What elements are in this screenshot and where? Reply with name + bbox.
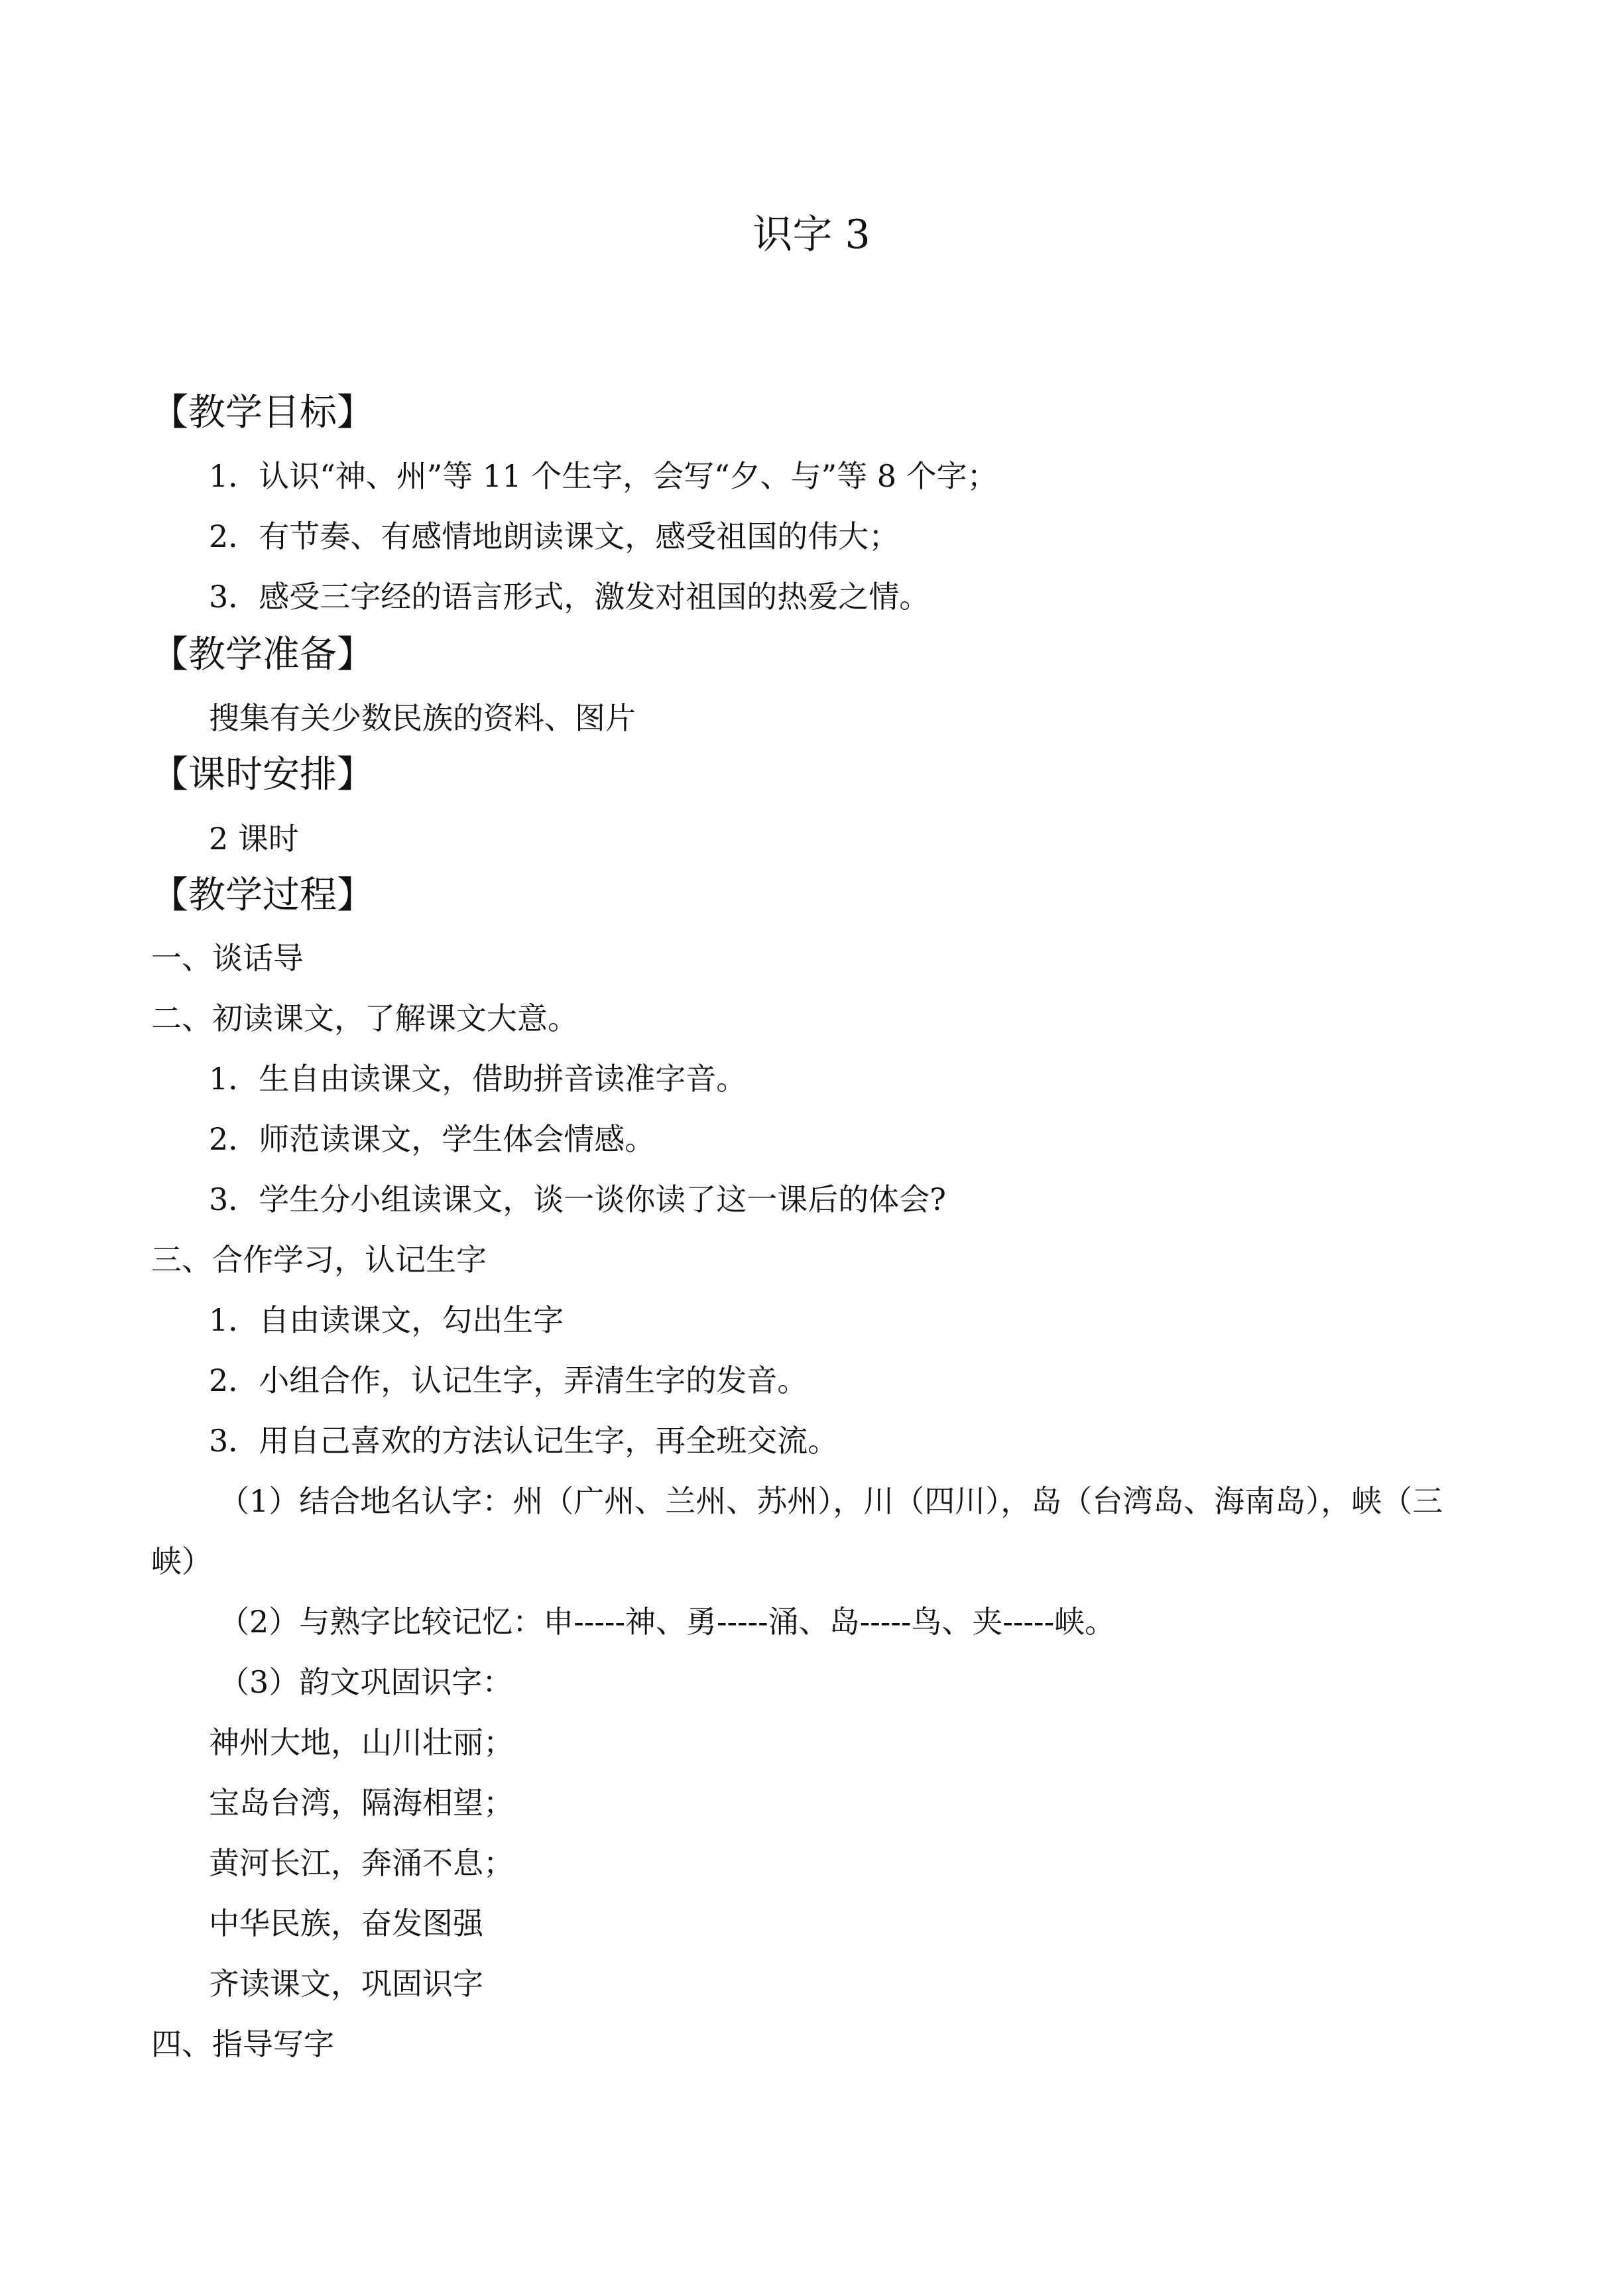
sub-item-1-line-2: 峡） (151, 1543, 212, 1579)
document-title: 识字 3 (752, 211, 871, 258)
section-heading-goals: 【教学目标】 (151, 391, 374, 434)
section-heading-preparation: 【教学准备】 (151, 633, 374, 676)
sub-item-3: （3）韵文巩固识字： (219, 1664, 513, 1700)
process-step-2-item: 2．师范读课文，学生体会情感。 (209, 1121, 656, 1157)
sub-item-2: （2）与熟字比较记忆：申-----神、勇-----涌、岛-----鸟、夹-----峡。 (219, 1604, 1116, 1640)
preparation-text: 搜集有关少数民族的资料、图片 (209, 700, 636, 736)
section-heading-schedule: 【课时安排】 (151, 753, 374, 796)
rhyme-line: 宝岛台湾，隔海相望； (209, 1785, 514, 1821)
process-step-3-item: 2．小组合作，认记生字，弄清生字的发音。 (209, 1362, 808, 1398)
rhyme-line: 黄河长江，奔涌不息； (209, 1845, 514, 1881)
section-heading-process: 【教学过程】 (151, 874, 374, 917)
rhyme-line: 齐读课文，巩固识字 (209, 1966, 483, 2002)
process-step-1: 一、谈话导 (151, 940, 304, 976)
process-step-2-item: 3．学生分小组读课文，谈一谈你读了这一课后的体会? (209, 1181, 946, 1217)
sub-item-1-line-1: （1）结合地名认字：州（广州、兰州、苏州），川（四川），岛（台湾岛、海南岛），峡（三 (219, 1483, 1443, 1519)
goal-item: 1．认识“神、州”等 11 个生字，会写“夕、与”等 8 个字； (209, 458, 998, 494)
process-step-3-item: 3．用自己喜欢的方法认记生字，再全班交流。 (209, 1423, 839, 1459)
goal-item: 2．有节奏、有感情地朗读课文，感受祖国的伟大； (209, 518, 900, 554)
process-step-4: 四、指导写字 (151, 2026, 334, 2062)
rhyme-line: 神州大地，山川壮丽； (209, 1724, 514, 1760)
process-step-2-item: 1．生自由读课文，借助拼音读准字音。 (209, 1061, 747, 1097)
process-step-3-item: 1．自由读课文，勾出生字 (209, 1302, 564, 1338)
schedule-text: 2 课时 (209, 821, 299, 857)
goal-item: 3．感受三字经的语言形式，激发对祖国的热爱之情。 (209, 579, 930, 615)
process-step-3-title: 三、合作学习，认记生字 (151, 1242, 487, 1278)
process-step-2-title: 二、初读课文，了解课文大意。 (151, 1000, 578, 1036)
rhyme-line: 中华民族，奋发图强 (209, 1905, 483, 1941)
